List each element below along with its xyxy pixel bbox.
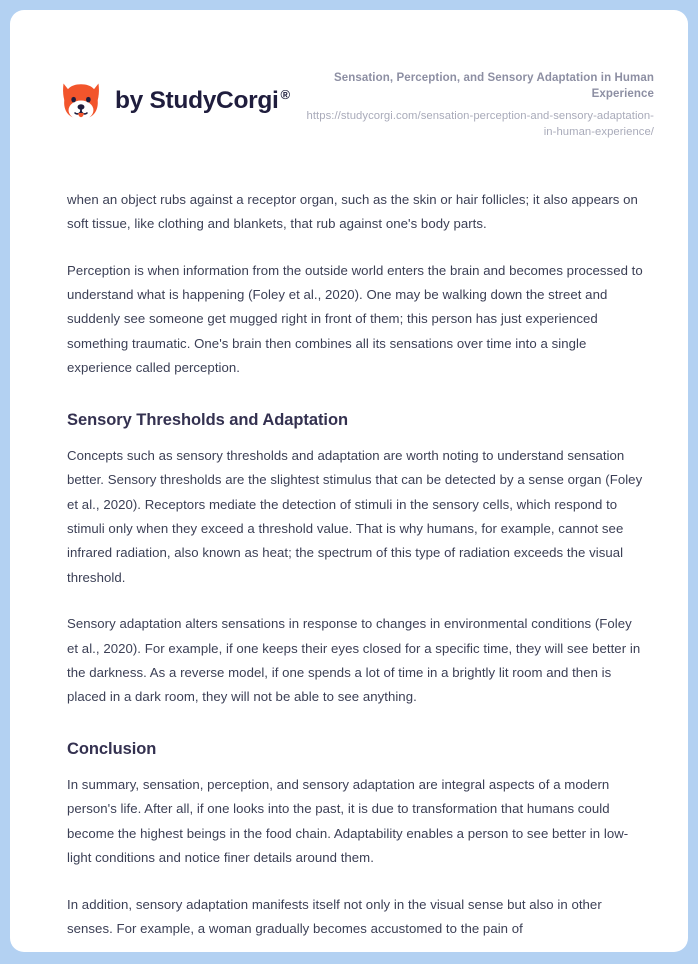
brand-name-text: by StudyCorgi [115, 87, 279, 115]
body-paragraph: Sensory adaptation alters sensations in response to changes in environmental conditions (Foley et al., 2020). For example, if one keeps their eyes closed for a specific time, they will see better in the darkness. As a reverse model, if one spends a lot of time in a brightly lit room and then is placed in a dark room, they will not be able to see anything. [67, 616, 641, 705]
document-header [10, 10, 688, 140]
document-source-url: https://studycorgi.com/sensation-perception-and-sensory-adaptation-in-human-experience/ [306, 109, 654, 138]
body-paragraph: Perception is when information from the outside world enters the brain and becomes processed to understand what is happening (Foley et al., 2020). One may be walking down the street and suddenly see someone get mugged right in front of them; this person has just experienced something traumatic. One's brain then combines all its sensations over time into a single experience called perception. [67, 262, 643, 376]
registered-trademark-icon: ® [280, 86, 290, 102]
section-heading: Sensory Thresholds and Adaptation [67, 410, 349, 429]
document-body [10, 188, 688, 942]
header-meta [302, 66, 654, 140]
body-paragraph: In addition, sensory adaptation manifests itself not only in the visual sense but also in other senses. For example, a woman gradually becomes accustomed to the pain of [67, 896, 602, 936]
document-page-card [10, 10, 688, 952]
studycorgi-brand-logo [58, 78, 290, 124]
brand-wordmark [115, 87, 290, 115]
body-paragraph: In summary, sensation, perception, and sensory adaptation are integral aspects of a modern person's life. After all, if one looks into the past, it is due to transformation that humans could become the highest beings in the food chain. Adaptability enables a person to see better in low-light conditions and notice finer details around them. [67, 776, 629, 866]
body-paragraph: Concepts such as sensory thresholds and adaptation are worth noting to understand sensation better. Sensory thresholds are the slightest stimulus that can be detected by a sense organ (Foley et al., 2020). Receptors mediate the detection of stimuli in the sensory cells, which respond to stimuli only when they exceed a threshold value. That is why humans, for example, cannot see infrared radiation, also known as heat; the spectrum of this type of radiation exceeds the visual threshold. [67, 447, 643, 585]
section-heading: Conclusion [67, 739, 157, 758]
document-title: Sensation, Perception, and Sensory Adaptation in Human Experience [334, 72, 654, 101]
body-paragraph: when an object rubs against a receptor organ, such as the skin or hair follicles; it also appears on soft tissue, like clothing and blankets, that rub against one's body parts. [67, 191, 638, 232]
corgi-face-icon [58, 78, 104, 124]
